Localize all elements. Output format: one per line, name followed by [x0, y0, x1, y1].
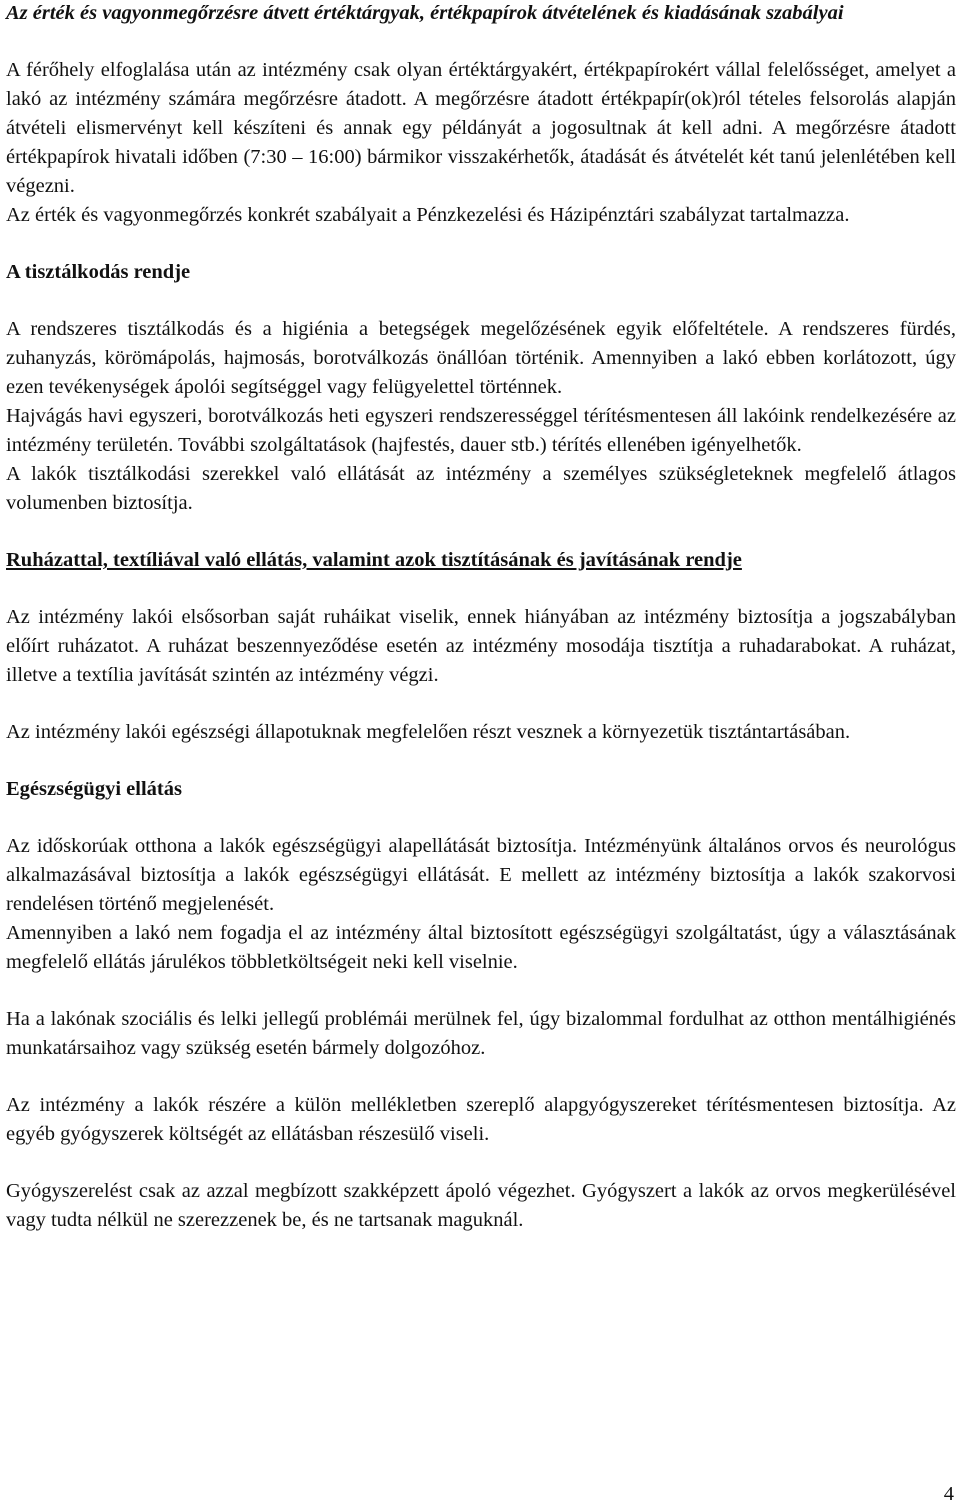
paragraph: Az intézmény lakói egészségi állapotuknak megfelelően részt vesznek a környezetük tisztántartásában. [6, 721, 851, 743]
paragraph: Az érték és vagyonmegőrzés konkrét szabályait a Pénzkezelési és Házipénztári szabályzat tartalmazza. [6, 204, 850, 226]
paragraph: A rendszeres tisztálkodás és a higiénia a betegségek megelőzésének egyik előfeltétele. A rendszeres fürdés, zuhanyzás, körömápolás, hajmosás, borotválkozás önállóan történik. Amennyiben a lakó ebben korlátozott, úgy ezen tevékenységek ápolói segítséggel vagy felügyelettel történnek. [6, 318, 956, 398]
document-title: Az érték és vagyonmegőrzésre átvett értéktárgyak, értékpapírok átvételének és kiadásának szabályai [6, 2, 844, 24]
paragraph: Hajvágás havi egyszeri, borotválkozás heti egyszeri rendszerességgel térítésmentesen áll lakóink rendelkezésére az intézmény területén. További szolgáltatások (hajfestés, dauer stb.) térítés ellenében igényelhetők. [6, 405, 956, 456]
paragraph: Az időskorúak otthona a lakók egészségügyi alapellátását biztosítja. Intézményünk általános orvos és neurológus alkalmazásával biztosítja a lakók egészségügyi ellátását. E mellett az intézmény biztosítja a lakók szakorvosi rendelésen történő megjelenését. [6, 835, 956, 915]
paragraph: A férőhely elfoglalása után az intézmény csak olyan értéktárgyakért, értékpapírokért vállal felelősséget, amelyet a lakó az intézmény számára megőrzésre átadott. A megőrzésre átadott értékpapír(ok)ról tételes felsorolás alapján átvételi elismervényt kell készíteni és annak egy példányát a jogosultnak át kell adni. A megőrzésre átadott értékpapírok hivatali időben (7:30 – 16:00) bármikor visszakérhetők, átadását és átvételét két tanú jelenlétében kell végezni. [6, 59, 956, 197]
section-heading: Egészségügyi ellátás [6, 778, 182, 800]
paragraph: A lakók tisztálkodási szerekkel való ellátását az intézmény a személyes szükségleteknek megfelelő átlagos volumenben biztosítja. [6, 463, 956, 514]
document-page [6, 0, 956, 1235]
paragraph: Az intézmény a lakók részére a külön mellékletben szereplő alapgyógyszereket térítésmentesen biztosítja. Az egyéb gyógyszerek költségét az ellátásban részesülő viseli. [6, 1094, 956, 1145]
paragraph: Ha a lakónak szociális és lelki jellegű problémái merülnek fel, úgy bizalommal fordulhat az otthon mentálhigiénés munkatársaihoz vagy szükség esetén bármely dolgozóhoz. [6, 1008, 956, 1059]
paragraph: Gyógyszerelést csak az azzal megbízott szakképzett ápoló végezhet. Gyógyszert a lakók az orvos megkerülésével vagy tudta nélkül ne szerezzenek be, és ne tartsanak maguknál. [6, 1180, 956, 1231]
section-heading: A tisztálkodás rendje [6, 261, 191, 283]
section-heading: Ruházattal, textíliával való ellátás, valamint azok tisztításának és javításának rendje [6, 549, 742, 571]
page-number: 4 [943, 1483, 954, 1505]
paragraph: Az intézmény lakói elsősorban saját ruháikat viselik, ennek hiányában az intézmény biztosítja a jogszabályban előírt ruházatot. A ruházat beszennyeződése esetén az intézmény mosodája tisztítja a ruhadarabokat. A ruházat, illetve a textília javítását szintén az intézmény végzi. [6, 606, 956, 686]
paragraph: Amennyiben a lakó nem fogadja el az intézmény által biztosított egészségügyi szolgáltatást, úgy a választásának megfelelő ellátás járulékos többletköltségeit neki kell viselnie. [6, 922, 956, 973]
